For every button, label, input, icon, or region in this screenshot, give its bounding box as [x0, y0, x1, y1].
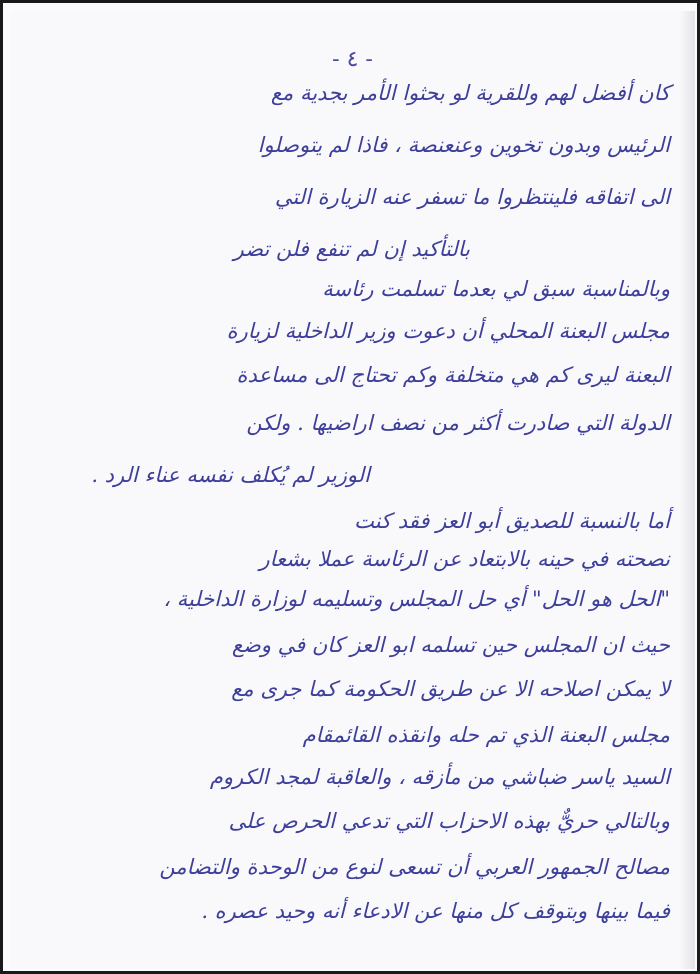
text-line: الدولة التي صادرت أكثر من نصف اراضيها . ولكن [246, 411, 670, 435]
text-line: نصحته في حينه بالابتعاد عن الرئاسة عملا بشعار [259, 547, 670, 571]
page-edge-shadow [680, 11, 694, 969]
text-line: الوزير لم يُكلف نفسه عناء الرد . [91, 463, 370, 487]
text-line: الرئيس وبدون تخوين وعنعنصة ، فاذا لم يتوصلوا [257, 133, 670, 157]
text-line: مصالح الجمهور العربي أن تسعى لنوع من الوحدة والتضامن [159, 855, 670, 879]
text-line: حيث ان المجلس حين تسلمه ابو العز كان في وضع [231, 633, 670, 657]
text-line: وبالتالي حريٌّ بهذه الاحزاب التي تدعي الحرص على [228, 809, 670, 833]
text-line: مجلس البعنة الذي تم حله وانقذه القائمقام [302, 723, 670, 747]
text-line: مجلس البعنة المحلي أن دعوت وزير الداخلية لزيارة [226, 319, 670, 343]
text-line: وبالمناسبة سبق لي بعدما تسلمت رئاسة [322, 277, 670, 301]
text-line: البعنة ليرى كم هي متخلفة وكم تحتاج الى مساعدة [236, 363, 670, 387]
text-line: الى اتفاقه فلينتظروا ما تسفر عنه الزيارة التي [274, 185, 670, 209]
handwritten-letter-page [11, 11, 695, 969]
text-line: كان أفضل لهم وللقرية لو بحثوا الأمر بجدية مع [270, 81, 670, 105]
text-line: "الحل هو الحل" أي حل المجلس وتسليمه لوزارة الداخلية ، [163, 587, 670, 611]
text-line: فيما بينها وبتوقف كل منها عن الادعاء أنه وحيد عصره . [201, 899, 670, 923]
text-line: بالتأكيد إن لم تنفع فلن تضر [233, 237, 470, 261]
text-line: لا يمكن اصلاحه الا عن طريق الحكومة كما جرى مع [231, 677, 670, 701]
text-line: السيد ياسر ضباشي من مأزقه ، والعاقبة لمجد الكروم [209, 765, 670, 789]
text-line: أما بالنسبة للصديق أبو العز فقد كنت [354, 509, 670, 533]
page-number: - ٤ - [332, 47, 373, 72]
